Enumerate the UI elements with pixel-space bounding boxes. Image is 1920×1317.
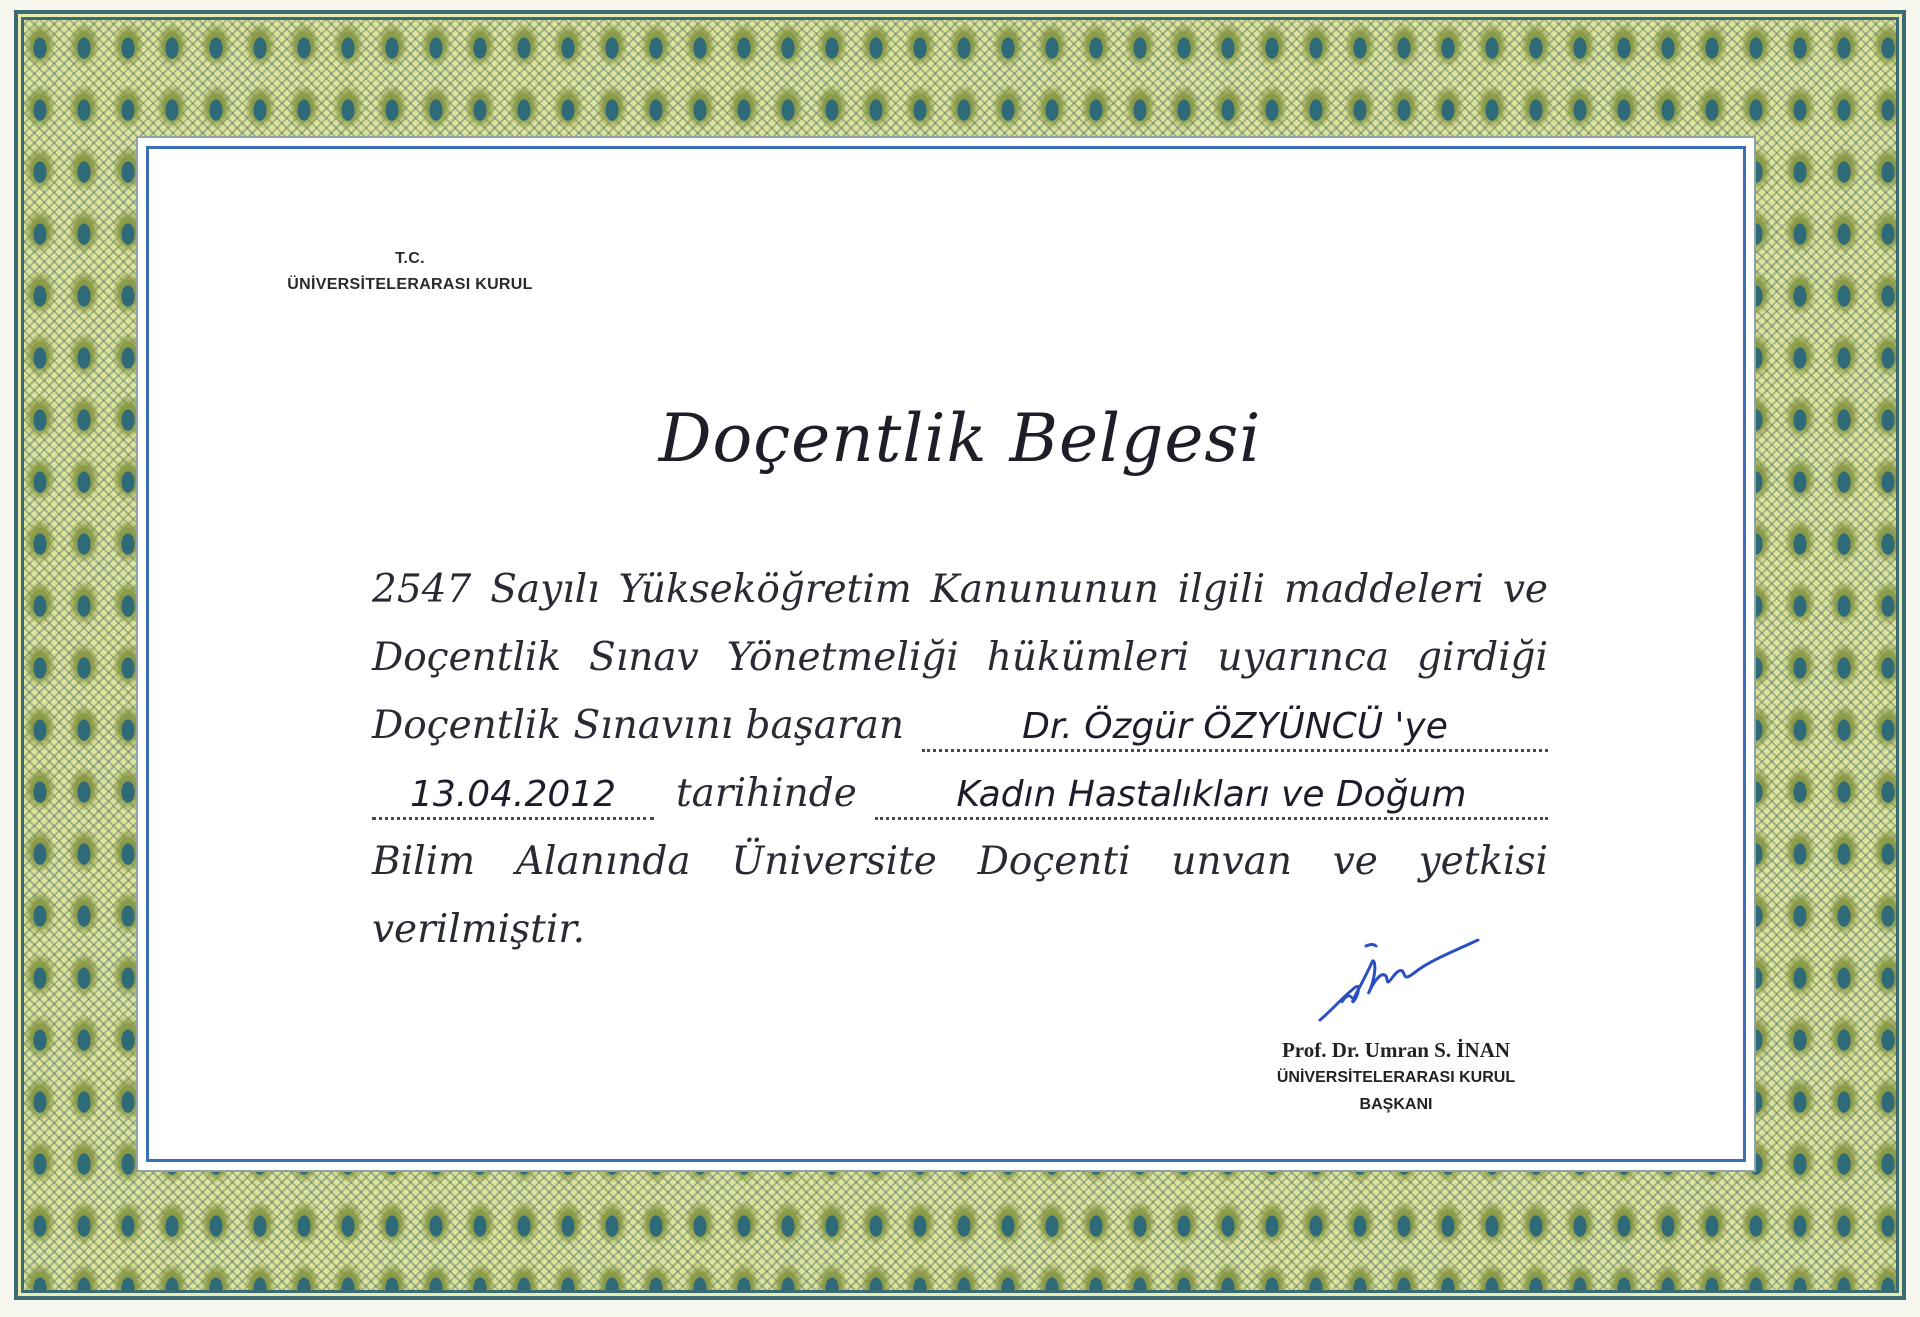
date-suffix: tarihinde	[676, 771, 857, 816]
recipient-row	[372, 692, 1548, 760]
body-line-3-prefix: Doçentlik Sınavını başaran	[372, 703, 904, 748]
signer-name: Prof. Dr. Umran S. İNAN	[1281, 1038, 1511, 1062]
body-line-5: Bilim Alanında Üniversite Doçenti unvan ve yetkisi	[372, 839, 1548, 884]
body-line-6: verilmiştir.	[372, 907, 586, 952]
certificate-title: Doçentlik Belgesi	[658, 400, 1262, 477]
body-line-2: Doçentlik Sınav Yönetmeliği hükümleri uyarınca girdiği	[372, 635, 1548, 680]
recipient-name: Dr. Özgür ÖZYÜNCÜ 'ye	[922, 707, 1548, 752]
body-line-1: 2547 Sayılı Yükseköğretim Kanununun ilgili maddeleri ve	[372, 567, 1548, 612]
issuer-country: T.C.	[395, 250, 425, 267]
issuer-block	[260, 246, 560, 298]
issuer-institution: ÜNİVERSİTELERARASI KURUL	[287, 276, 533, 293]
award-date: 13.04.2012	[372, 775, 654, 820]
certificate-body	[372, 556, 1548, 964]
signature	[1312, 932, 1482, 1024]
signer-block	[1196, 1036, 1596, 1118]
signer-role-1: ÜNİVERSİTELERARASI KURUL	[1276, 1069, 1516, 1086]
date-field-row	[372, 760, 1548, 828]
field-of-study: Kadın Hastalıkları ve Doğum	[875, 775, 1548, 820]
signer-role-2: BAŞKANI	[1359, 1096, 1433, 1113]
